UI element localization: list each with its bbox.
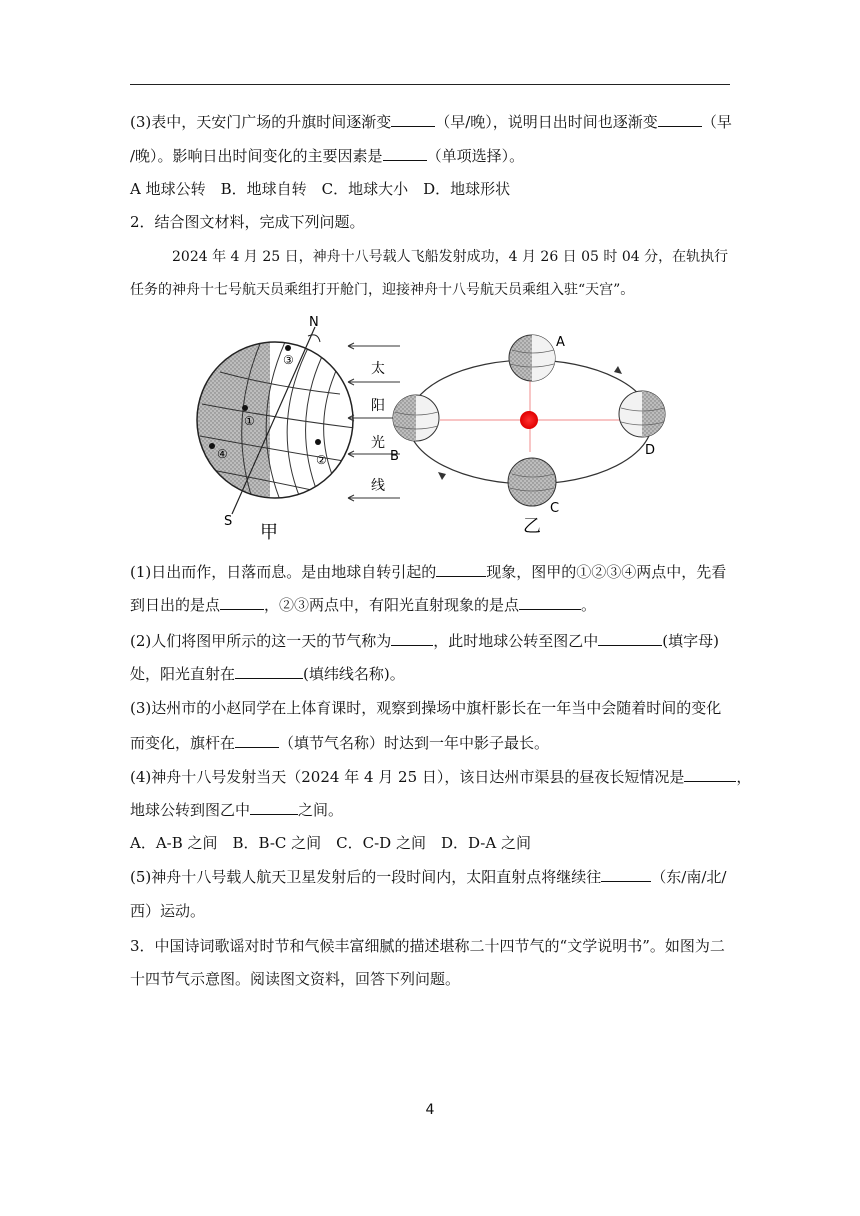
q2-sub5-line1: (5)神舟十八号载人航天卫星发射后的一段时间内，太阳直射点将继续往 （东/南/北/ bbox=[130, 868, 727, 886]
point-2-label: ② bbox=[316, 453, 327, 467]
answer-blank[interactable] bbox=[684, 767, 736, 782]
orbit-yi bbox=[390, 335, 665, 537]
q3-line1: 3．中国诗词歌谣对时节和气候丰富细腻的描述堪称二十四节气的“文学说明书”。如图为二 bbox=[130, 937, 725, 955]
q1-sub3-line2: /晚）。影响日出时间变化的主要因素是 （单项选择）。 bbox=[130, 147, 525, 165]
figure-jia-caption: 甲 bbox=[260, 522, 278, 543]
q2-sub2-line2: 处，阳光直射在 (填纬线名称)。 bbox=[130, 665, 405, 683]
sunlight-label-3: 光 bbox=[371, 435, 385, 451]
north-label: N bbox=[309, 315, 319, 330]
answer-blank[interactable] bbox=[658, 112, 702, 127]
earth-position-A bbox=[509, 335, 555, 381]
answer-blank[interactable] bbox=[220, 595, 264, 610]
point-dot bbox=[242, 405, 248, 411]
q1-sub3-line1: (3)表中，天安门广场的升旗时间逐渐变 （早/晚），说明日出时间也逐渐变 （早 bbox=[130, 113, 732, 131]
answer-blank[interactable] bbox=[383, 146, 427, 161]
sunlight-label-1: 太 bbox=[371, 361, 385, 377]
q2-sub2-line1: (2)人们将图甲所示的这一天的节气称为 ，此时地球公转至图乙中 (填字母) bbox=[130, 632, 719, 650]
point-1-label: ① bbox=[244, 414, 255, 428]
answer-blank[interactable] bbox=[250, 800, 298, 815]
point-dot bbox=[285, 345, 291, 351]
q2-heading: 2．结合图文材料，完成下列问题。 bbox=[130, 213, 365, 231]
q2-material-line2: 任务的神舟十七号航天员乘组打开舱门，迎接神舟十八号航天员乘组入驻“天宫”。 bbox=[130, 282, 635, 298]
sun-icon bbox=[520, 411, 538, 429]
answer-blank[interactable] bbox=[235, 664, 303, 679]
position-A-label: A bbox=[556, 335, 565, 350]
q2-sub4-options: A．A-B 之间 B．B-C 之间 C．C-D 之间 D．D-A 之间 bbox=[130, 834, 531, 852]
q2-sub1-line2: 到日出的是点 ，②③两点中，有阳光直射现象的是点 。 bbox=[130, 596, 597, 614]
q2-material-line1: 2024 年 4 月 25 日，神舟十八号载人飞船发射成功，4 月 26 日 05 时 04 分，在轨执行 bbox=[172, 249, 729, 265]
orbit-arrow-icon bbox=[614, 366, 622, 374]
q2-sub3-line2: 而变化，旗杆在 （填节气名称）时达到一年中影子最长。 bbox=[130, 734, 550, 752]
point-dot bbox=[315, 439, 321, 445]
page-number: 4 bbox=[425, 1102, 435, 1118]
orbit-arrow-icon bbox=[438, 472, 446, 480]
position-C-label: C bbox=[550, 501, 560, 516]
q1-options: A 地球公转 B．地球自转 C．地球大小 D．地球形状 bbox=[130, 180, 511, 198]
q2-sub1-line1: (1)日出而作，日落而息。是由地球自转引起的 现象，图甲的①②③④两点中，先看 bbox=[130, 563, 727, 581]
answer-blank[interactable] bbox=[391, 631, 433, 646]
header-rule bbox=[130, 84, 730, 85]
answer-blank[interactable] bbox=[391, 112, 435, 127]
earth-figure bbox=[190, 312, 690, 544]
answer-blank[interactable] bbox=[436, 562, 486, 577]
night-side bbox=[190, 332, 270, 512]
answer-blank[interactable] bbox=[519, 595, 581, 610]
q2-sub3-line1: (3)达州市的小赵同学在上体育课时，观察到操场中旗杆影长在一年当中会随着时间的变化 bbox=[130, 699, 722, 717]
q2-sub5-line2: 西）运动。 bbox=[130, 902, 206, 920]
position-B-label: B bbox=[390, 449, 399, 464]
point-dot bbox=[209, 443, 215, 449]
sunlight-label-2: 阳 bbox=[371, 398, 385, 414]
point-3-label: ③ bbox=[283, 353, 294, 367]
point-4-label: ④ bbox=[217, 447, 228, 461]
figure-yi-caption: 乙 bbox=[523, 516, 541, 537]
earth-position-C bbox=[508, 458, 556, 506]
answer-blank[interactable] bbox=[601, 867, 651, 882]
answer-blank[interactable] bbox=[235, 733, 279, 748]
q3-line2: 十四节气示意图。阅读图文资料，回答下列问题。 bbox=[130, 970, 461, 988]
south-label: S bbox=[224, 514, 233, 529]
answer-blank[interactable] bbox=[598, 631, 662, 646]
position-D-label: D bbox=[645, 443, 656, 458]
globe-jia bbox=[190, 315, 355, 543]
sunlight-label-4: 线 bbox=[371, 478, 385, 494]
q2-sub4-line1: (4)神舟十八号发射当天（2024 年 4 月 25 日），该日达州市渠县的昼夜长短情况是 ， bbox=[130, 768, 752, 786]
q2-sub4-line2: 地球公转到图乙中 之间。 bbox=[130, 801, 344, 819]
earth-position-B bbox=[393, 395, 439, 441]
earth-position-D bbox=[619, 391, 665, 437]
